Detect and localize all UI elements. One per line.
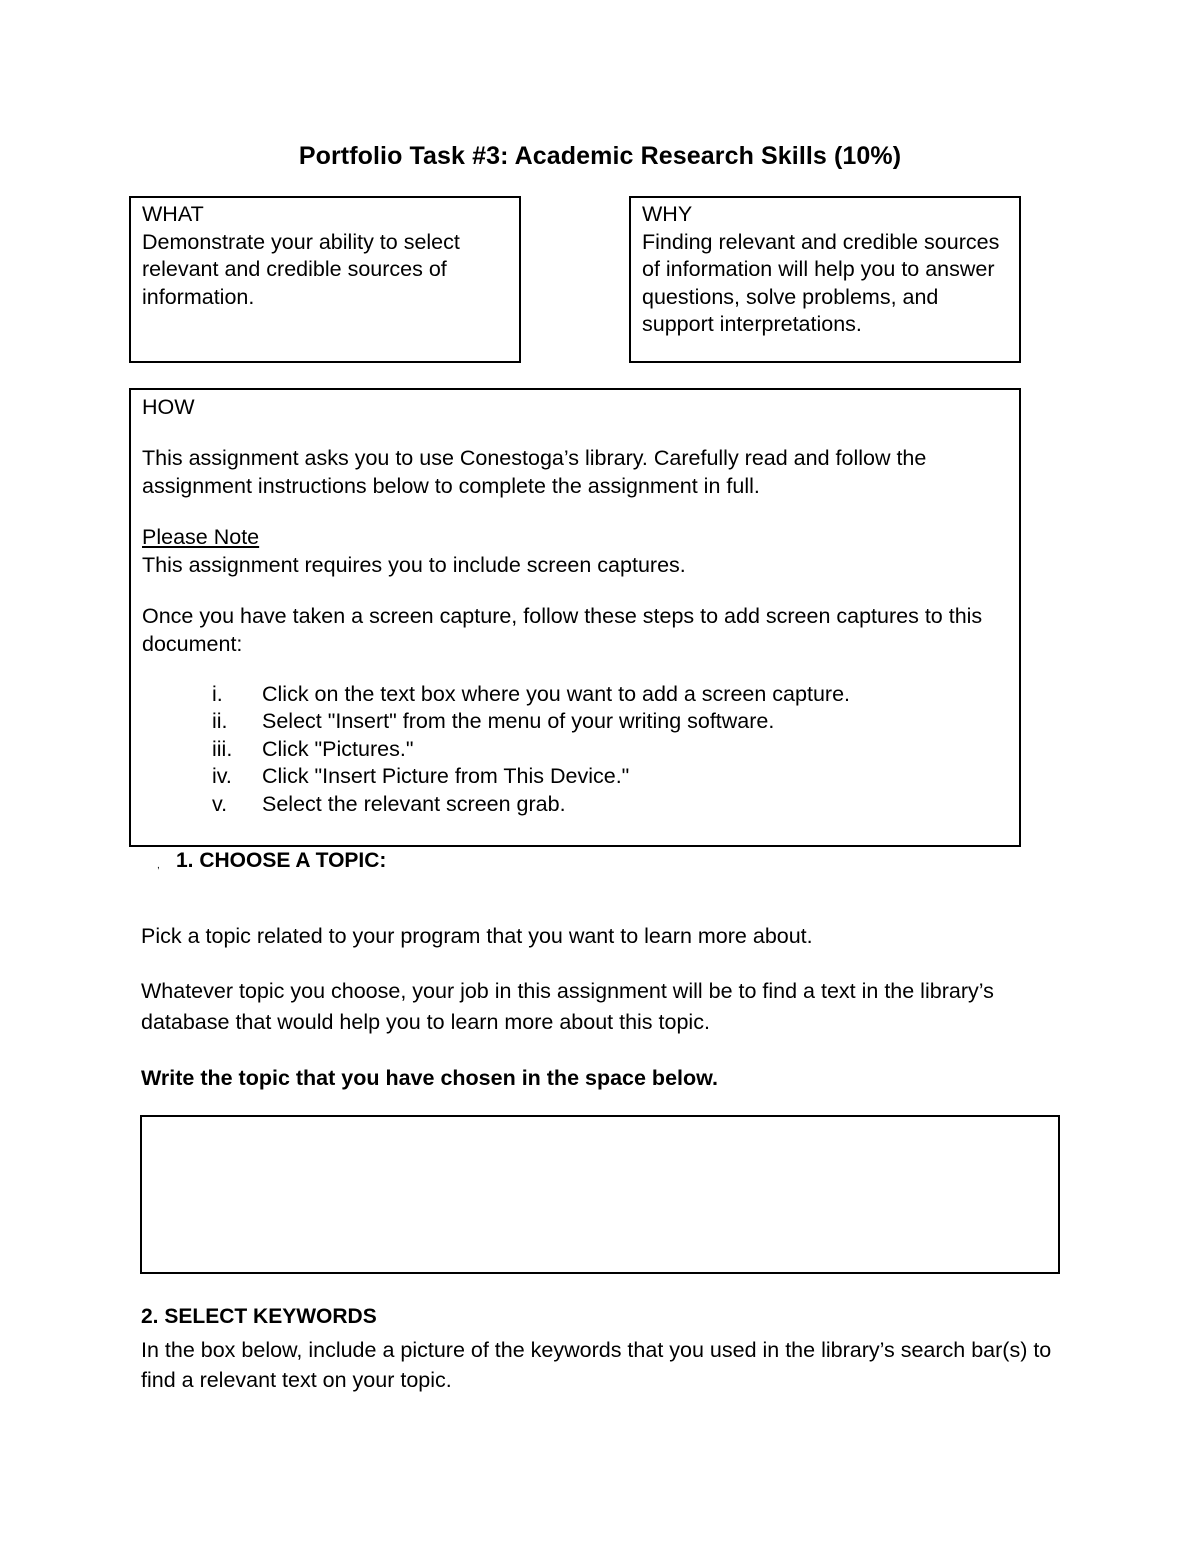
step-number: iv. [212,764,232,788]
section1-heading: 1. CHOOSE A TOPIC: [176,849,387,872]
how-intro: This assignment asks you to use Conestoga’s library. Carefully read and follow the assignment instructions below to complete the assignment in full. [142,445,927,498]
step-text: Select "Insert" from the menu of your writing software. [262,709,775,733]
section1-paragraph-1: Pick a topic related to your program that you want to learn more about. [141,924,813,948]
why-heading: WHY [642,202,693,226]
step-text: Select the relevant screen grab. [262,791,566,816]
step-text: Click on the text box where you want to add a screen capture. [262,681,850,706]
step-number: v. [212,791,228,816]
list-item [142,681,1009,709]
note-text: This assignment requires you to include screen captures. [142,553,686,577]
list-marker: , [157,860,160,871]
list-item [142,763,1009,791]
how-heading: HOW [142,395,195,419]
what-heading: WHAT [142,202,204,226]
why-text: Finding relevant and credible sources of information will help you to answer questions, solve problems, and support interpretations. [642,229,1000,336]
note-label: Please Note [142,524,260,549]
what-box [129,196,521,363]
section2-text: In the box below, include a picture of the keywords that you used in the library’s search bar(s) to find a relevant text on your topic. [141,1338,1052,1392]
what-text: Demonstrate your ability to select relevant and credible sources of information. [142,229,460,309]
step-text: Click "Pictures." [262,736,414,761]
list-item [142,791,1009,819]
topic-answer-box[interactable] [140,1115,1060,1274]
section1-instruction: Write the topic that you have chosen in the space below. [141,1066,719,1090]
how-box [129,388,1021,847]
page-title: Portfolio Task #3: Academic Research Skills (10%) [298,142,902,170]
why-box [629,196,1021,363]
step-number: ii. [212,709,228,733]
section1-paragraph-2: Whatever topic you choose, your job in this assignment will be to find a text in the library’s database that would help you to learn more about this topic. [141,979,994,1034]
step-number: i. [212,681,223,706]
list-item [142,736,1009,764]
steps-list [142,681,1009,819]
steps-intro: Once you have taken a screen capture, follow these steps to add screen captures to this document: [142,603,983,656]
step-number: iii. [212,736,233,761]
list-item [142,708,1009,736]
section2-heading: 2. SELECT KEYWORDS [141,1305,377,1328]
step-text: Click "Insert Picture from This Device." [262,764,630,788]
